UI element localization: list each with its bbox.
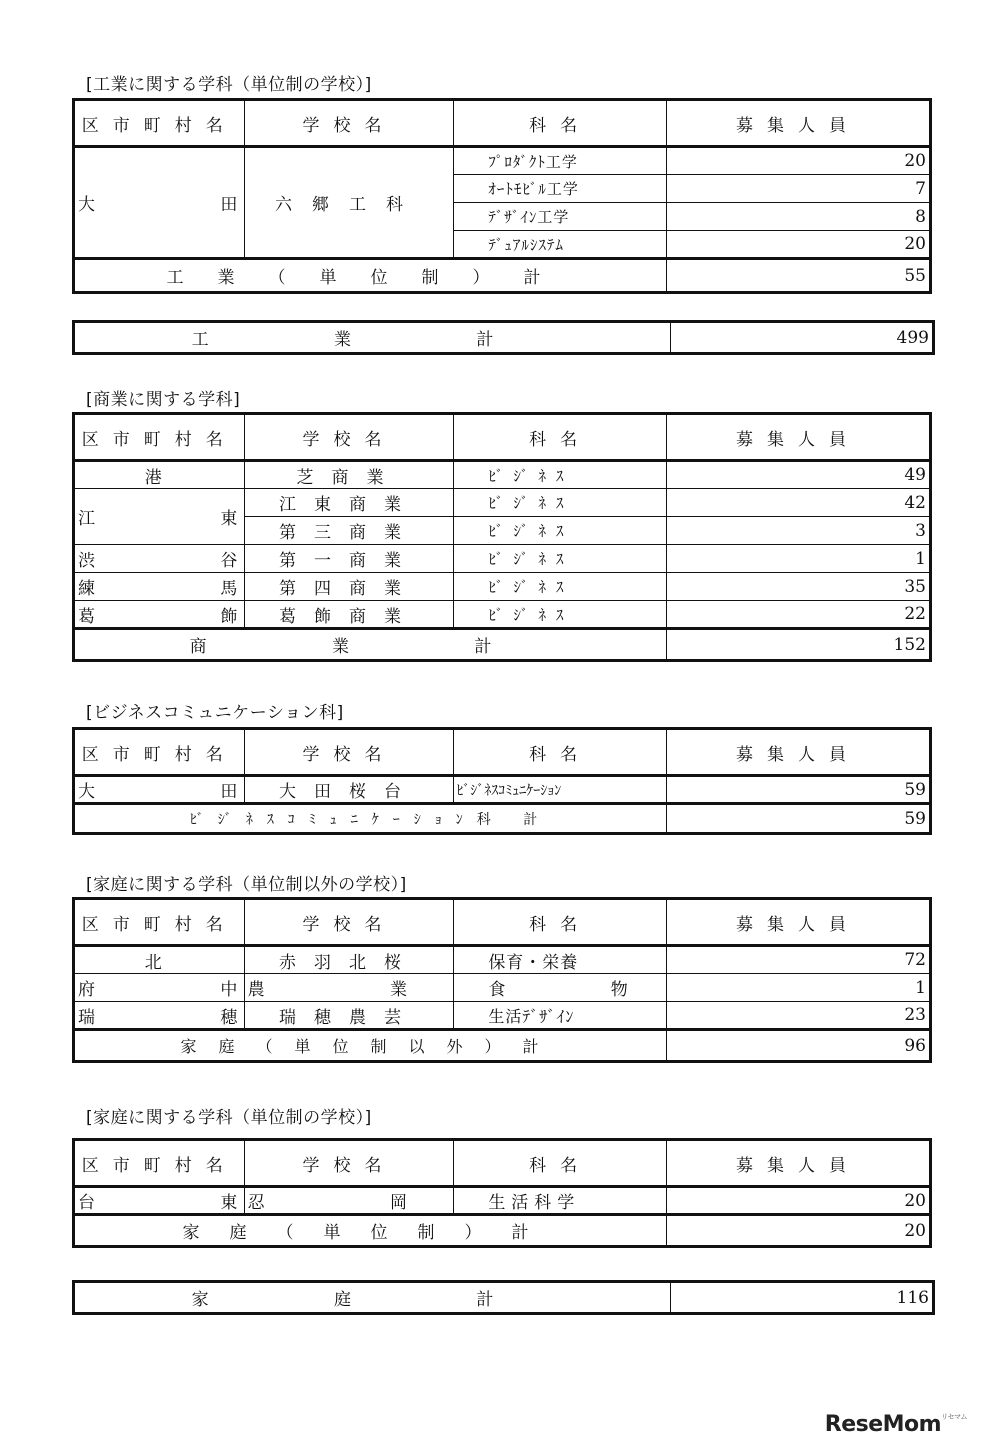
table-row (74, 1002, 931, 1030)
capacity-cell: 20 (667, 231, 931, 259)
header-school: 学校名 (244, 729, 454, 776)
header-school: 学校名 (244, 1140, 454, 1187)
total-value: 20 (667, 1215, 931, 1247)
course-cell: 食 物 (454, 974, 667, 1002)
area-cell: 瑞 穂 (74, 1002, 245, 1030)
total-label: 工 業 計 (74, 322, 671, 354)
industry-unit-table (72, 98, 932, 294)
total-label: 家庭（単位制以外）計 (74, 1030, 667, 1062)
capacity-cell: 20 (667, 147, 931, 175)
course-cell: ﾃﾞｻﾞｲﾝ工学 (454, 203, 667, 231)
total-row (74, 322, 934, 354)
total-value: 96 (667, 1030, 931, 1062)
total-label: 商 業 計 (74, 629, 667, 661)
header-school: 学校名 (244, 899, 454, 946)
capacity-cell: 35 (667, 573, 931, 601)
section-title-commerce: [商業に関する学科] (86, 390, 241, 410)
course-cell: ﾋﾞｼﾞﾈｽ (454, 545, 667, 573)
header-capacity: 募集人員 (667, 899, 931, 946)
industry-total-table (72, 320, 935, 355)
header-course: 科名 (454, 1140, 667, 1187)
table-header-row (74, 729, 931, 776)
header-capacity: 募集人員 (667, 414, 931, 461)
table-header-row (74, 899, 931, 946)
table-row (74, 601, 931, 629)
capacity-cell: 23 (667, 1002, 931, 1030)
total-row (74, 629, 931, 661)
course-cell: ﾋﾞｼﾞﾈｽ (454, 601, 667, 629)
business-communication-table (72, 727, 932, 835)
course-cell: 生活ﾃﾞｻﾞｲﾝ (454, 1002, 667, 1030)
section-title-industry-unit: [工業に関する学科（単位制の学校）] (86, 75, 372, 95)
course-cell: ﾋﾞｼﾞﾈｽ (454, 517, 667, 545)
school-cell: 瑞穂農芸 (244, 1002, 454, 1030)
capacity-cell: 7 (667, 175, 931, 203)
area-cell: 練 馬 (74, 573, 245, 601)
total-value: 116 (671, 1282, 934, 1314)
total-row (74, 804, 931, 834)
table-header-row (74, 414, 931, 461)
section-title-home-non-unit: [家庭に関する学科（単位制以外の学校）] (86, 875, 407, 895)
total-label: ﾋﾞｼﾞﾈｽｺﾐｭﾆｹｰｼｮﾝ科 計 (74, 804, 667, 834)
table-header-row (74, 1140, 931, 1187)
course-cell: ｵｰﾄﾓﾋﾞﾙ工学 (454, 175, 667, 203)
total-row (74, 1030, 931, 1062)
total-label: 工業（単位制）計 (74, 259, 667, 293)
school-cell: 芝商業 (244, 461, 454, 489)
header-course: 科名 (454, 899, 667, 946)
header-school: 学校名 (244, 100, 454, 147)
area-cell: 港 (74, 461, 245, 489)
school-cell: 第三商業 (244, 517, 454, 545)
table-row (74, 1187, 931, 1215)
section-title-business-communication: [ビジネスコミュニケーション科] (86, 703, 344, 723)
capacity-cell: 42 (667, 489, 931, 517)
table-row (74, 489, 931, 517)
header-course: 科名 (454, 414, 667, 461)
area-cell: 江 東 (74, 489, 245, 545)
school-cell: 六郷工科 (244, 147, 454, 259)
course-cell: ﾋﾞｼﾞﾈｽ (454, 489, 667, 517)
header-capacity: 募集人員 (667, 100, 931, 147)
table-row (74, 946, 931, 974)
capacity-cell: 72 (667, 946, 931, 974)
header-capacity: 募集人員 (667, 729, 931, 776)
course-cell: ﾃﾞｭｱﾙｼｽﾃﾑ (454, 231, 667, 259)
header-course: 科名 (454, 729, 667, 776)
capacity-cell: 49 (667, 461, 931, 489)
course-cell: 生活科学 (454, 1187, 667, 1215)
capacity-cell: 20 (667, 1187, 931, 1215)
school-cell: 農 業 (244, 974, 454, 1002)
header-area: 区市町村名 (74, 100, 245, 147)
header-capacity: 募集人員 (667, 1140, 931, 1187)
header-area: 区市町村名 (74, 1140, 245, 1187)
area-cell: 渋 谷 (74, 545, 245, 573)
table-row (74, 776, 931, 804)
school-cell: 第四商業 (244, 573, 454, 601)
table-row (74, 573, 931, 601)
area-cell: 台 東 (74, 1187, 245, 1215)
school-cell: 大田桜台 (244, 776, 454, 804)
header-area: 区市町村名 (74, 899, 245, 946)
header-school: 学校名 (244, 414, 454, 461)
home-non-unit-table (72, 897, 932, 1063)
home-total-table (72, 1280, 935, 1315)
area-cell: 葛 飾 (74, 601, 245, 629)
course-cell: ﾋﾞｼﾞﾈｽｺﾐｭﾆｹｰｼｮﾝ (454, 776, 667, 804)
area-cell: 府 中 (74, 974, 245, 1002)
header-area: 区市町村名 (74, 414, 245, 461)
home-unit-table (72, 1138, 932, 1248)
total-row (74, 1282, 934, 1314)
area-cell: 大 田 (74, 147, 245, 259)
school-cell: 葛飾商業 (244, 601, 454, 629)
capacity-cell: 3 (667, 517, 931, 545)
table-row (74, 974, 931, 1002)
course-cell: ﾌﾟﾛﾀﾞｸﾄ工学 (454, 147, 667, 175)
table-header-row (74, 100, 931, 147)
total-row (74, 1215, 931, 1247)
course-cell: 保育・栄養 (454, 946, 667, 974)
capacity-cell: 22 (667, 601, 931, 629)
total-value: 55 (667, 259, 931, 293)
logo-tag: リセマム (941, 1413, 967, 1421)
table-row (74, 147, 931, 175)
capacity-cell: 8 (667, 203, 931, 231)
capacity-cell: 1 (667, 545, 931, 573)
capacity-cell: 1 (667, 974, 931, 1002)
course-cell: ﾋﾞｼﾞﾈｽ (454, 573, 667, 601)
total-value: 499 (671, 322, 934, 354)
total-label: 家 庭 計 (74, 1282, 671, 1314)
total-value: 152 (667, 629, 931, 661)
resemom-logo (825, 1412, 967, 1437)
commerce-table (72, 412, 932, 662)
table-row (74, 461, 931, 489)
section-title-home-unit: [家庭に関する学科（単位制の学校）] (86, 1108, 372, 1128)
header-area: 区市町村名 (74, 729, 245, 776)
school-cell: 江東商業 (244, 489, 454, 517)
area-cell: 大 田 (74, 776, 245, 804)
table-row (74, 545, 931, 573)
total-row (74, 259, 931, 293)
capacity-cell: 59 (667, 776, 931, 804)
header-course: 科名 (454, 100, 667, 147)
total-label: 家庭（単位制）計 (74, 1215, 667, 1247)
area-cell: 北 (74, 946, 245, 974)
logo-text: ReseMom (824, 1412, 942, 1437)
school-cell: 忍 岡 (244, 1187, 454, 1215)
total-value: 59 (667, 804, 931, 834)
school-cell: 第一商業 (244, 545, 454, 573)
course-cell: ﾋﾞｼﾞﾈｽ (454, 461, 667, 489)
school-cell: 赤羽北桜 (244, 946, 454, 974)
